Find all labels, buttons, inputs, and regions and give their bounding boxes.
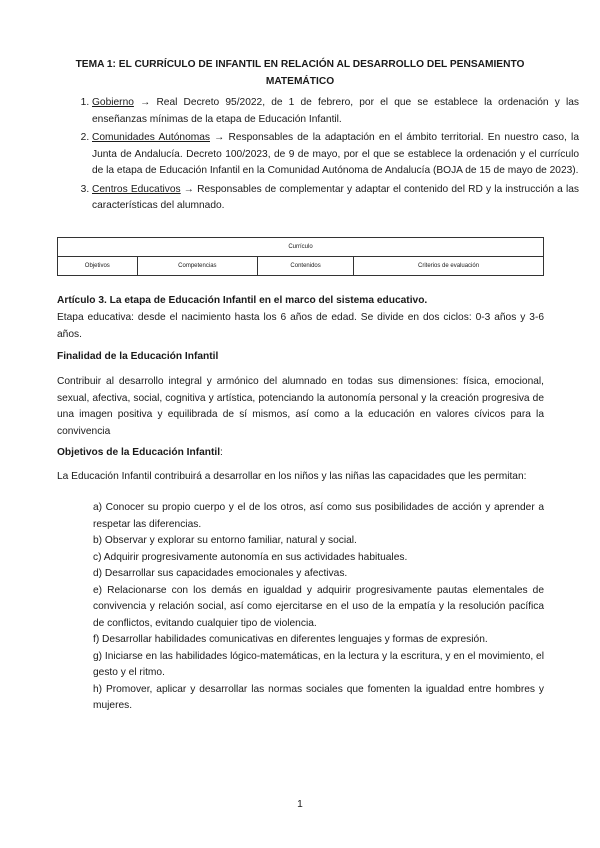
finalidad-text: Contribuir al desarrollo integral y armónico del alumnado en todas sus dimensiones: física, emocional, sexual, afectiva, social, cognitiva y artística, potenciando la autonomía personal y la creación progresiva de una imagen positiva y equilibrada de sí mismos, así como a la educación en valores cívicos para la convivencia	[57, 376, 544, 437]
level-label: Centros Educativos	[92, 183, 181, 195]
arrow: →	[133, 97, 157, 108]
list-item: b) Observar y explorar su entorno familiar, natural y social.	[93, 535, 357, 546]
table-cell: Criterios de evaluación	[354, 257, 544, 276]
level-label: Comunidades Autónomas	[92, 132, 210, 143]
article-text: Etapa educativa: desde el nacimiento hasta los 6 años de edad. Se divide en dos ciclos: 0-3 años y 3-6 años.	[57, 312, 544, 340]
table-row	[58, 238, 544, 257]
table-row	[58, 257, 544, 276]
curriculum-table	[57, 237, 544, 276]
level-text: Responsables de la adaptación en el ámbito territorial. En nuestro caso, la Junta de Andalucía. Decreto 100/2023, de 9 de mayo, por el que se establece la ordenación y el currículo de la etapa de Educación Infantil en la Comunidad Autónoma de Andalucía (BOJA de 15 de mayo de 2023).	[92, 132, 579, 176]
list-item: a) Conocer su propio cuerpo y el de los otros, así como sus posibilidades de acción y aprender a respetar las diferencias.	[93, 502, 544, 530]
table-cell: Contenidos	[258, 257, 354, 276]
page-number: 1	[297, 799, 303, 810]
list-item: f) Desarrollar habilidades comunicativas en diferentes lenguajes y formas de expresión.	[93, 634, 488, 645]
table-cell: Objetivos	[58, 257, 138, 276]
list-item: c) Adquirir progresivamente autonomía en sus actividades habituales.	[93, 551, 408, 563]
list-item-gobierno	[92, 95, 579, 128]
arrow: →	[180, 183, 198, 195]
list-item: h) Promover, aplicar y desarrollar las normas sociales que fomenten la igualdad entre hombres y mujeres.	[93, 683, 544, 711]
list-item-comunidades	[92, 130, 579, 180]
table-header-cell: Currículo	[58, 238, 544, 257]
list-item: e) Relacionarse con los demás en igualdad y adquirir progresivamente pautas elementales de convivencia y relación social, así como ejercitarse en el uso de la empatía y la resolución pacífica de conflictos, evitando cualquier tipo de violencia.	[93, 584, 544, 629]
level-text: Real Decreto 95/2022, de 1 de febrero, por el que se establece la ordenación y las enseñanzas mínimas de la etapa de Educación Infantil.	[92, 97, 579, 125]
arrow: →	[210, 132, 229, 143]
finalidad-heading: Finalidad de la Educación Infantil	[57, 351, 219, 362]
table-cell: Competencias	[137, 257, 257, 276]
level-text: Responsables de complementar y adaptar el contenido del RD y la instrucción a las características del alumnado.	[92, 183, 579, 211]
administrative-levels-list	[57, 95, 579, 217]
article-heading: Artículo 3. La etapa de Educación Infantil en el marco del sistema educativo.	[57, 295, 428, 306]
list-item: d) Desarrollar sus capacidades emocionales y afectivas.	[93, 568, 348, 579]
objetivos-heading-colon: :	[220, 447, 223, 458]
list-item-centros	[92, 182, 579, 215]
list-item: g) Iniciarse en las habilidades lógico-matemáticas, en la lectura y la escritura, y en el movimiento, el gesto y el ritmo.	[93, 650, 544, 678]
objetivos-list	[93, 500, 544, 715]
objetivos-heading: Objetivos de la Educación Infantil	[57, 447, 221, 458]
level-label: Gobierno	[92, 97, 134, 108]
objetivos-intro: La Educación Infantil contribuirá a desarrollar en los niños y las niñas las capacidades que les permitan:	[57, 471, 527, 482]
objetivos-heading-line	[57, 445, 544, 462]
page-title: TEMA 1: EL CURRÍCULO DE INFANTIL EN RELACIÓN AL DESARROLLO DEL PENSAMIENTO MATEMÁTICO	[75, 59, 525, 87]
